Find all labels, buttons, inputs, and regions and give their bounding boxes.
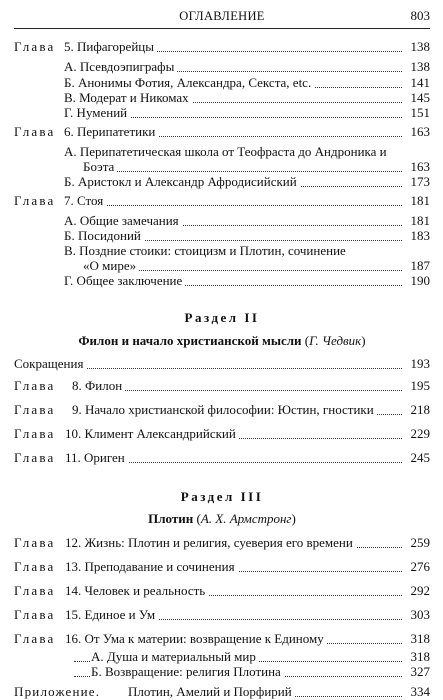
- entry-page: 334: [402, 684, 430, 700]
- entry-page: 276: [402, 559, 430, 575]
- chapter-label: Глава: [14, 426, 56, 441]
- toc-subentry[interactable]: [14, 174, 430, 190]
- part-3-heading: Раздел III: [180, 489, 264, 504]
- part-2-heading: Раздел II: [184, 310, 260, 325]
- subentry-title: В. Поздние стоики: стоицизм и Плотин, сочинение: [64, 243, 349, 259]
- subentry-title: Г. Общее заключение: [64, 273, 185, 289]
- subentry-title: А. Псевдоэпиграфы: [64, 59, 177, 75]
- part-title-text: Филон и начало христианской мысли: [78, 333, 302, 348]
- toc-entry-chapter-10[interactable]: [14, 426, 430, 442]
- chapter-label: Глава: [14, 193, 56, 208]
- toc-subentry[interactable]: [14, 105, 430, 121]
- chapter-label: Глава: [14, 39, 56, 54]
- subentry-title: В. Модерат и Никомах: [64, 90, 192, 106]
- subentry-title: А. Перипатетическая школа от Теофраста до Андроника и: [64, 144, 390, 160]
- subentry-title: Г. Нумений: [64, 105, 130, 121]
- toc-entry-appendix[interactable]: [14, 684, 430, 700]
- toc-entry-chapter-9[interactable]: [14, 402, 430, 418]
- toc-entry-chapter-8[interactable]: [14, 378, 430, 394]
- toc-entry-chapter-15[interactable]: [14, 607, 430, 623]
- entry-title: Плотин, Амелий и Порфирий: [128, 684, 295, 700]
- subentry-title: А. Общие замечания: [64, 213, 182, 229]
- subentry-title: Б. Аристокл и Александр Афродисийский: [64, 174, 300, 190]
- entry-page: 138: [402, 39, 430, 55]
- subentry-page: 151: [402, 105, 430, 121]
- entry-title: Сокращения: [14, 356, 86, 372]
- toc-entry-chapter-14[interactable]: [14, 583, 430, 599]
- subentry-page: 163: [402, 159, 430, 175]
- subentry-title: Б. Анонимы Фотия, Александра, Секста, etc.: [64, 75, 314, 91]
- subentry-page: 187: [402, 258, 430, 274]
- subentry-page: 327: [402, 664, 430, 680]
- chapter-label: Глава: [14, 450, 56, 465]
- toc-entry-chapter-6[interactable]: [14, 124, 430, 140]
- entry-title: 15. Единое и Ум: [65, 607, 158, 623]
- subentry-title: А. Душа и материальный мир: [91, 649, 259, 665]
- entry-title: 8. Филон: [72, 378, 125, 394]
- toc-subentry[interactable]: [14, 228, 430, 244]
- entry-title: 10. Климент Александрийский: [65, 426, 239, 442]
- subentry-page: 173: [402, 174, 430, 190]
- entry-page: 229: [402, 426, 430, 442]
- chapter-label: Глава: [14, 607, 56, 622]
- subentry-page: 190: [402, 273, 430, 289]
- entry-page: 318: [402, 631, 430, 647]
- chapter-label: Глава: [14, 378, 56, 393]
- entry-page: 218: [402, 402, 430, 418]
- part-3-title: Плотин (А. Х. Армстронг): [148, 511, 296, 526]
- entry-title: 7. Стоя: [64, 193, 106, 209]
- toc-entry-chapter-5[interactable]: [14, 39, 430, 55]
- chapter-label: Глава: [14, 535, 56, 550]
- entry-title: 14. Человек и реальность: [65, 583, 208, 599]
- subentry-title-cont: Боэта: [83, 159, 117, 175]
- toc-entry-chapter-11[interactable]: [14, 450, 430, 466]
- entry-title: 9. Начало христианской философии: Юстин, гностики: [72, 402, 377, 418]
- entry-title: 12. Жизнь: Плотин и религия, суеверия его времени: [65, 535, 356, 551]
- subentry-page: 138: [402, 59, 430, 75]
- entry-title: 16. От Ума к материи: возвращение к Единому: [65, 631, 327, 647]
- entry-title: 5. Пифагорейцы: [64, 39, 157, 55]
- part-2-title: Филон и начало христианской мысли (Г. Чедвик): [78, 333, 366, 348]
- subentry-page: 141: [402, 75, 430, 91]
- entry-page: 195: [402, 378, 430, 394]
- subentry-page: 318: [402, 649, 430, 665]
- entry-page: 245: [402, 450, 430, 466]
- chapter-label: Глава: [14, 631, 56, 646]
- subentry-title: Б. Посидоний: [64, 228, 144, 244]
- entry-title: 6. Перипатетики: [64, 124, 158, 140]
- toc-entry-abbreviations[interactable]: [14, 356, 430, 372]
- toc-entry-chapter-13[interactable]: [14, 559, 430, 575]
- chapter-label: Глава: [14, 559, 56, 574]
- entry-page: 303: [402, 607, 430, 623]
- entry-title: 11. Ориген: [65, 450, 128, 466]
- part-title-text: Плотин: [148, 511, 194, 526]
- subentry-page: 183: [402, 228, 430, 244]
- dot-leader: [84, 352, 402, 369]
- entry-page: 181: [402, 193, 430, 209]
- entry-page: 163: [402, 124, 430, 140]
- part-author: А. Х. Армстронг: [200, 511, 292, 526]
- running-title: ОГЛАВЛЕНИЕ: [179, 9, 265, 23]
- subentry-page: 181: [402, 213, 430, 229]
- subentry-page: 145: [402, 90, 430, 106]
- chapter-label: Глава: [14, 402, 56, 417]
- chapter-label: Глава: [14, 583, 56, 598]
- entry-page: 193: [402, 356, 430, 372]
- toc-entry-chapter-7[interactable]: [14, 193, 430, 209]
- entry-page: 292: [402, 583, 430, 599]
- running-header: [14, 6, 430, 29]
- toc-subentry[interactable]: [14, 273, 430, 289]
- chapter-label: Глава: [14, 124, 56, 139]
- subentry-title-cont: «О мире»: [83, 258, 139, 274]
- dot-leader: [74, 189, 402, 206]
- entry-page: 259: [402, 535, 430, 551]
- toc-subentry[interactable]: [14, 664, 430, 680]
- toc-entry-chapter-12[interactable]: [14, 535, 430, 551]
- appendix-label: Приложение.: [14, 684, 101, 699]
- part-author: Г. Чедвик: [309, 333, 362, 348]
- subentry-title: Б. Возвращение: религия Плотина: [91, 664, 284, 680]
- page-number: 803: [410, 8, 430, 23]
- entry-title: 13. Преподавание и сочинения: [65, 559, 238, 575]
